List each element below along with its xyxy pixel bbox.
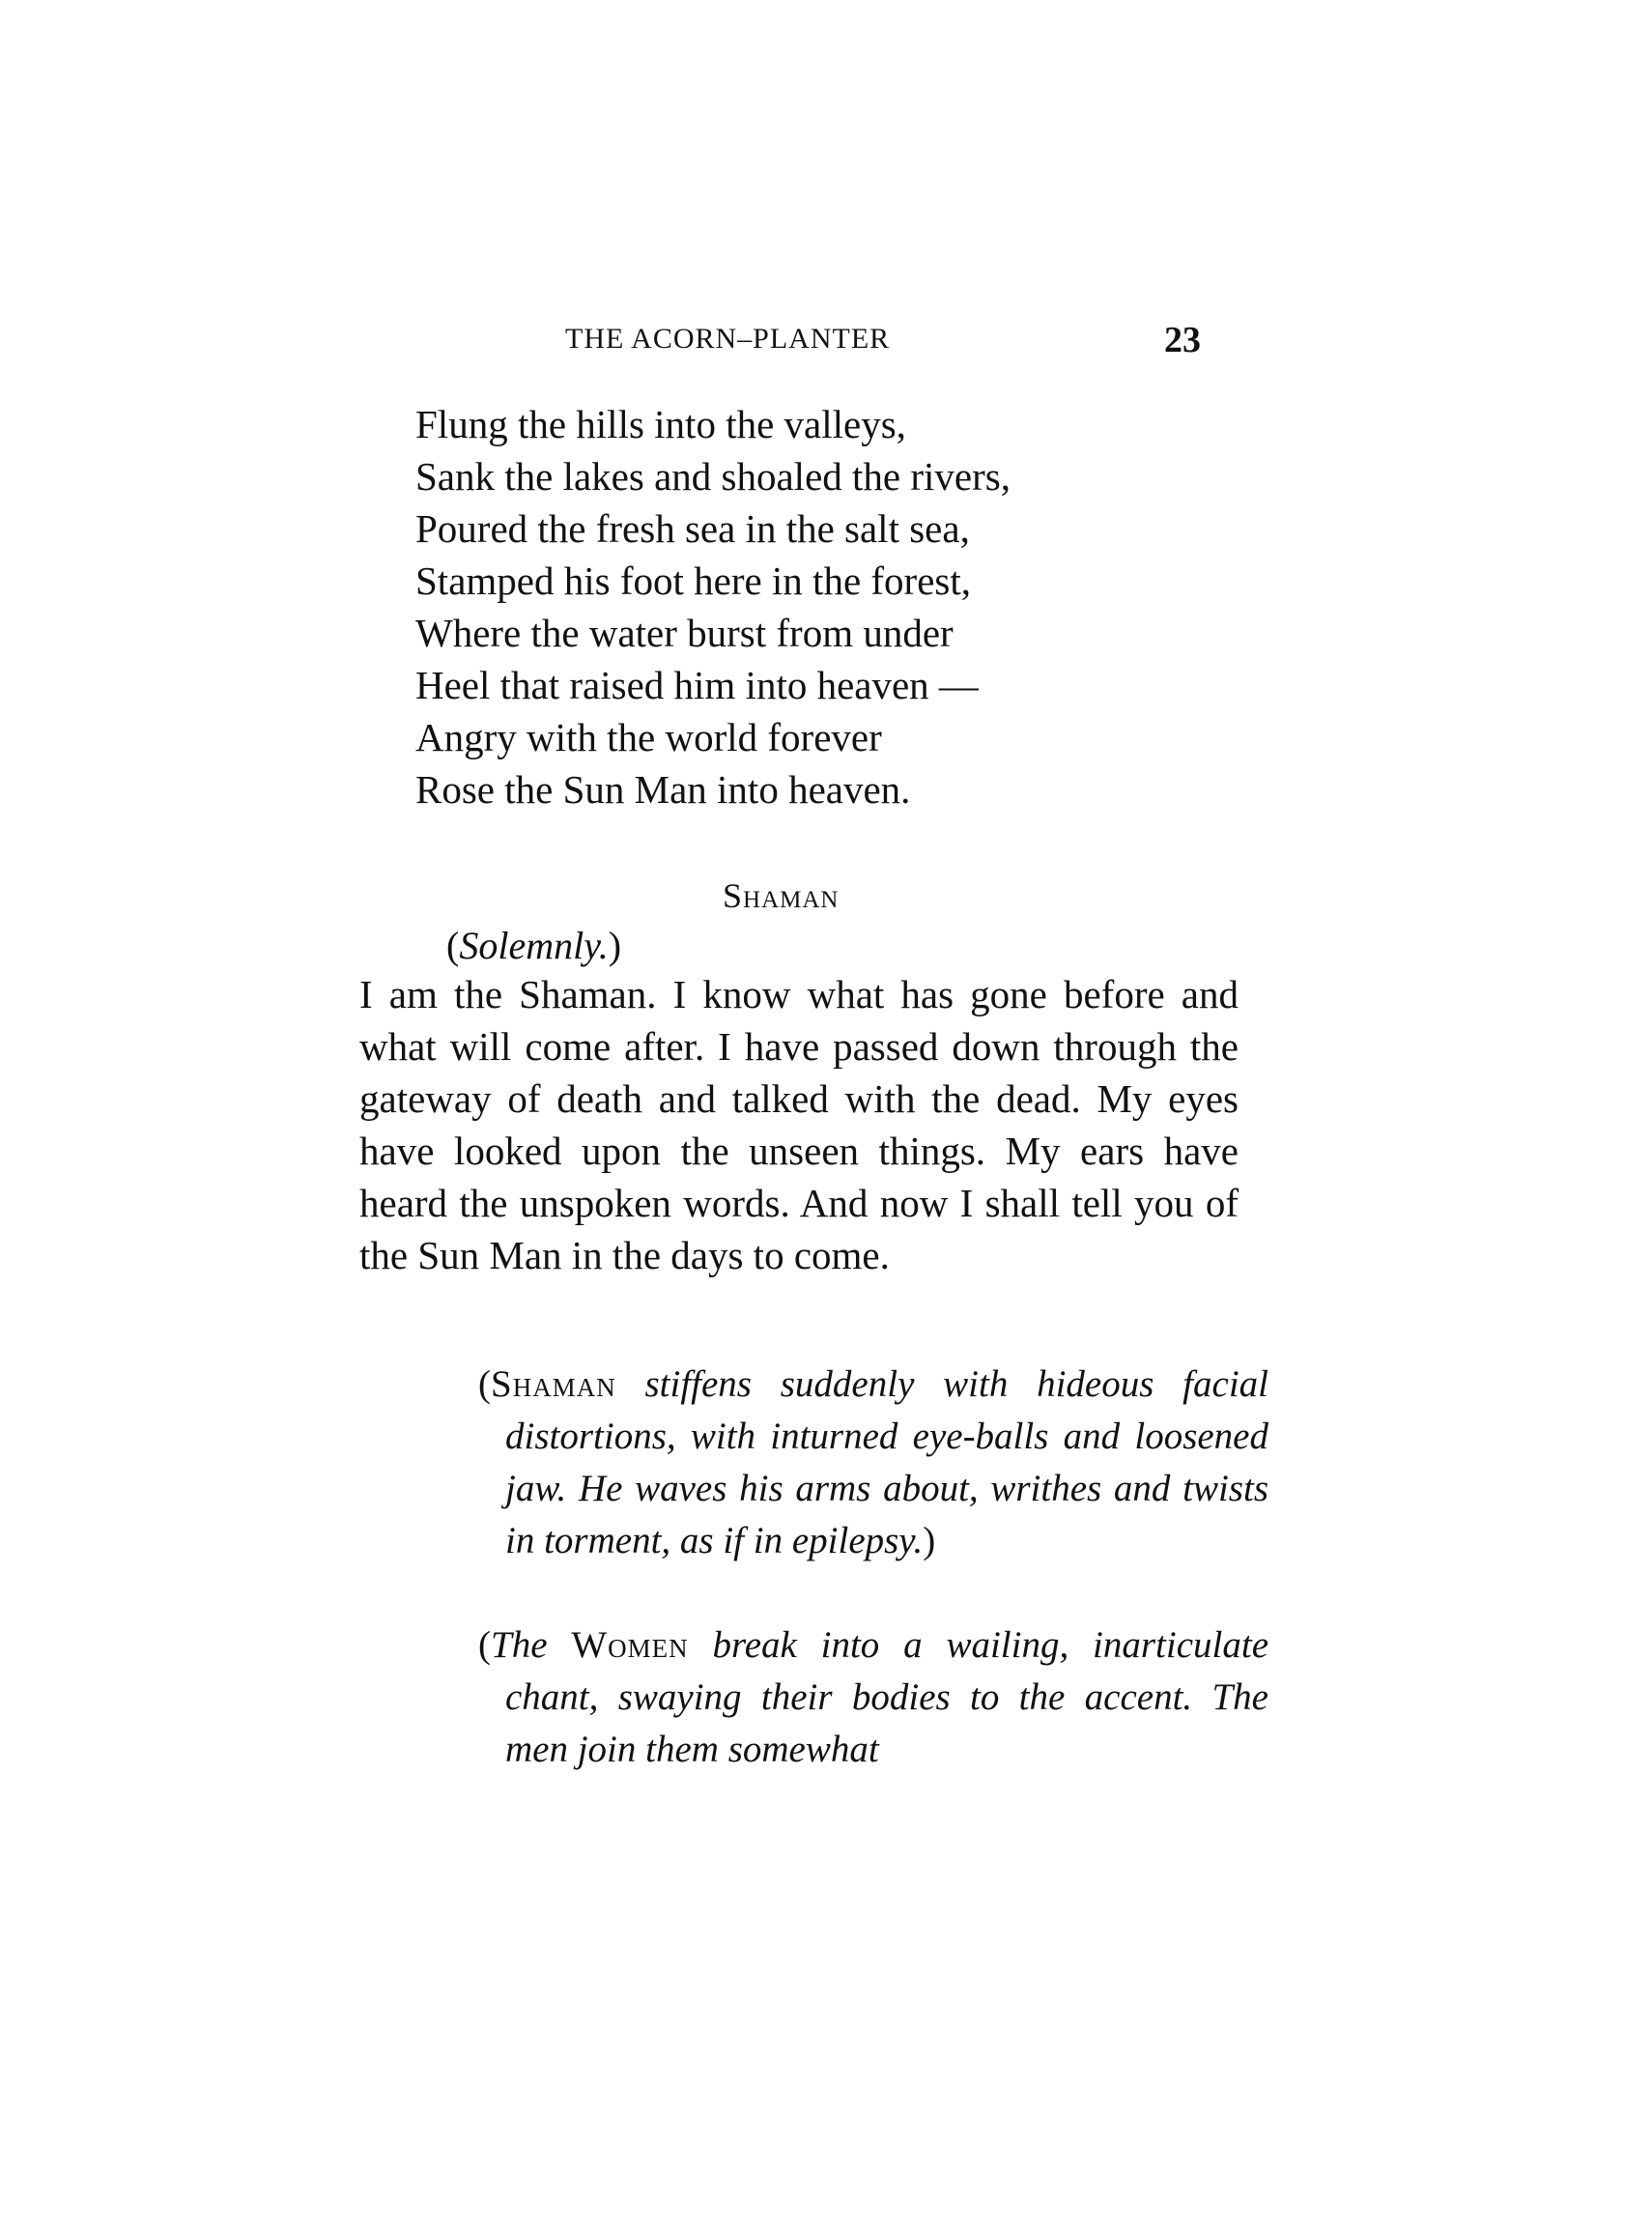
- verse-line: Where the water burst from under: [415, 611, 954, 655]
- verse-stanza: [415, 398, 1011, 816]
- verse-line: Angry with the world forever: [415, 715, 882, 759]
- verse-line: Sank the lakes and shoaled the rivers,: [415, 454, 1011, 499]
- verse-line: Rose the Sun Man into heaven.: [415, 767, 911, 812]
- paren-open: (: [478, 1363, 491, 1405]
- stage-direction-lead: The: [491, 1624, 572, 1666]
- speaker-name: Shaman: [723, 876, 840, 915]
- verse-line: Stamped his foot here in the forest,: [415, 558, 972, 603]
- stage-direction-text: break into a wailing, inarticulate chant, swaying their bodies to the accent. The men join them somewhat: [505, 1624, 1269, 1770]
- paren-open: (: [478, 1624, 491, 1666]
- stage-direction-text: stiffens suddenly with hideous facial distortions, with inturned eye-balls and loosened jaw. He waves his arms about, writhes and twists in torment, as if in epilepsy.: [505, 1363, 1268, 1561]
- paren-close: ): [608, 924, 622, 967]
- speech-paragraph: I am the Shaman. I know what has gone before and what will come after. I have passed down through the gateway of death and talked with the dead. My eyes have looked upon the unseen things. My ears have heard the unspoken words. And now I shall tell you of the Sun Man in the days to come.: [359, 972, 1239, 1277]
- inline-stage-direction: [446, 923, 621, 968]
- verse-line: Flung the hills into the valleys,: [415, 402, 906, 446]
- character-name: Shaman: [491, 1363, 616, 1405]
- verse-line: Heel that raised him into heaven —: [415, 663, 979, 707]
- verse-line: Poured the fresh sea in the salt sea,: [415, 506, 970, 551]
- stage-direction-1: [478, 1359, 1268, 1567]
- running-title: THE ACORN–PLANTER: [565, 323, 891, 355]
- direction-text: Solemnly.: [459, 924, 609, 967]
- character-name: Women: [571, 1624, 689, 1666]
- paren-close: ): [923, 1520, 936, 1561]
- paren-open: (: [446, 924, 460, 967]
- stage-direction-2: [478, 1619, 1268, 1776]
- page-number: 23: [1164, 320, 1201, 360]
